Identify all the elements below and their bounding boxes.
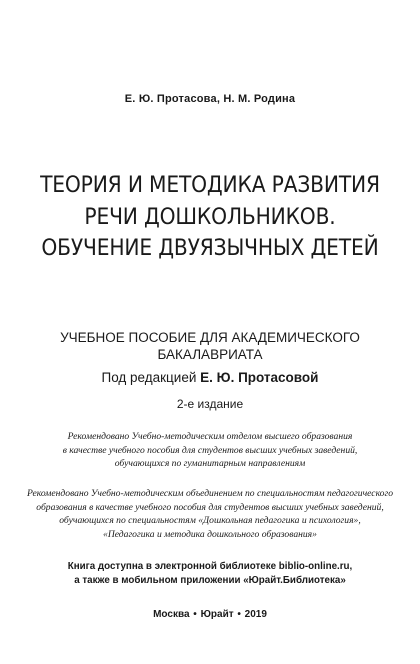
recommendation-2-line-3: обучающихся по специальностям «Дошкольная педагогика и психология», [59, 515, 361, 527]
recommendation-1 [0, 430, 420, 471]
availability-line-1: Книга доступна в электронной библиотеке biblio-online.ru, [67, 561, 353, 572]
book-subtitle-line-1: УЧЕБНОЕ ПОСОБИЕ ДЛЯ АКАДЕМИЧЕСКОГО [60, 330, 360, 345]
editor-line [0, 370, 420, 385]
authors: Е. Ю. Протасова, Н. М. Родина [124, 93, 296, 105]
book-title [21, 170, 399, 265]
book-subtitle-line-2: БАКАЛАВРИАТА [157, 347, 263, 362]
recommendation-2-line-4: «Педагогика и методика дошкольного образования» [103, 528, 317, 540]
editor-prefix: Под редакцией [101, 370, 201, 385]
recommendation-1-line-1: Рекомендовано Учебно-методическим отделом высшего образования [67, 431, 353, 442]
recommendation-2 [0, 487, 420, 541]
book-title-line-1: ТЕОРИЯ И МЕТОДИКА РАЗВИТИЯ [40, 172, 380, 198]
recommendation-2-line-2: образования в качестве учебного пособия для студентов высших учебных заведений, [36, 501, 384, 513]
recommendation-1-line-3: обучающихся по гуманитарным направлениям [114, 458, 306, 470]
edition: 2-е издание [176, 397, 244, 411]
recommendation-2-line-1: Рекомендовано Учебно-методическим объединением по специальностям педагогического [26, 488, 394, 499]
book-title-line-3: ОБУЧЕНИЕ ДВУЯЗЫЧНЫХ ДЕТЕЙ [41, 235, 379, 261]
book-subtitle [0, 329, 420, 363]
availability-note [0, 560, 420, 588]
availability-line-2: а также в мобильном приложении «Юрайт.Библиотека» [74, 575, 346, 586]
editor-name: Е. Ю. Протасовой [200, 370, 319, 385]
book-title-line-2: РЕЧИ ДОШКОЛЬНИКОВ. [84, 203, 336, 230]
imprint: Москва • Юрайт • 2019 [153, 609, 267, 620]
recommendation-1-line-2: в качестве учебного пособия для студентов высших учебных заведений, [62, 444, 358, 456]
